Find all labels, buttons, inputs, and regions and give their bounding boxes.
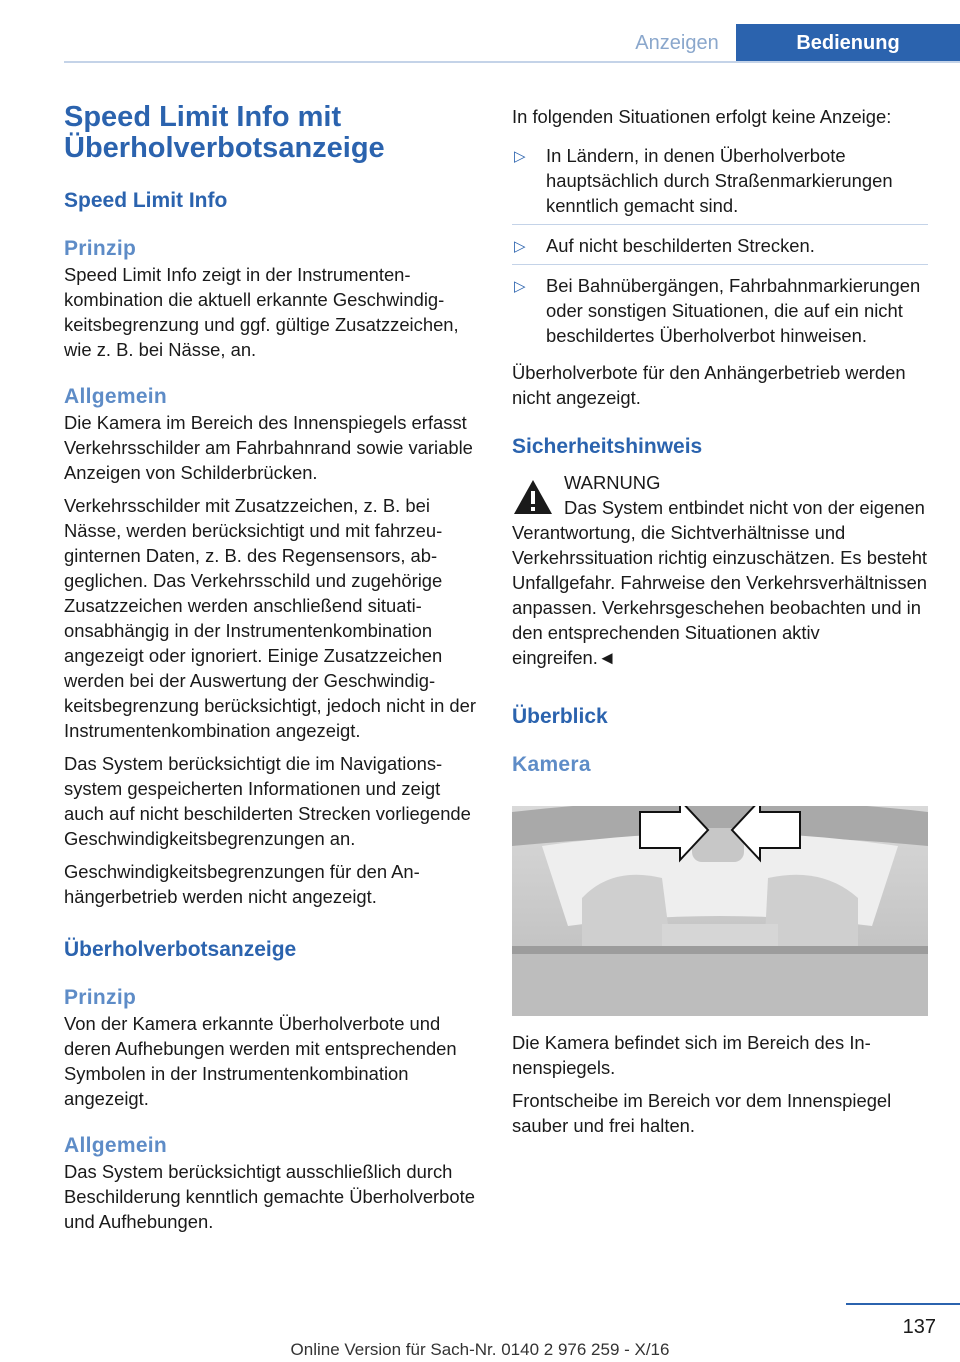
footer-divider (846, 1303, 960, 1305)
right-column (512, 96, 928, 1138)
bullet-list (512, 141, 928, 354)
camera-location-photo (512, 806, 928, 1016)
list-item (512, 271, 928, 354)
paragraph: Das System berücksichtigt die im Navigationssystem gespeicherten Informationen und zeigt auch auf nicht beschilderten Strecken vorliegende Geschwindigkeitsbegrenzungen an. (64, 753, 471, 849)
warning-label: WARNUNG (564, 472, 661, 493)
paragraph: Verkehrsschilder mit Zusatzzeichen, z. B. bei Nässe, werden berücksichtigt und mit fahrzeuginternen Daten, z. B. des Regensensors, abgeglichen. Das Verkehrsschild und zugehörige Zusatzzeichen werden anschließend situationsabhängig in der Instrumentenkombination angezeigt oder ignoriert. Einige Zusatzzeichen werden bei der Auswertung der Geschwindigkeitsbegrenzung berücksichtigt, jedoch nicht in der Instrumentenkombination angezeigt. (64, 495, 476, 741)
list-item-text: Auf nicht beschilderten Strecken. (546, 235, 815, 256)
subheading-prinzip: Prinzip (64, 986, 137, 1009)
paragraph: Die Kamera im Bereich des Innenspiegels erfasst Verkehrsschilder am Fahrbahnrand sowie variable Anzeigen von Schilderbrücken. (64, 412, 473, 483)
paragraph: Von der Kamera erkannte Überholverbote und deren Aufhebungen werden mit entsprechenden Symbolen in der Instrumentenkombination angezeigt. (64, 1013, 457, 1109)
list-item-text: In Ländern, in denen Überholverbote hauptsächlich durch Straßenmarkierungen kenntlich gemacht sind. (546, 145, 893, 216)
list-item-text: Bei Bahnübergängen, Fahrbahnmarkierungen oder sonstigen Situationen, die auf ein nicht beschildertes Überholverbot hinweisen. (546, 275, 921, 346)
triangle-bullet-icon: ▷ (514, 278, 526, 295)
paragraph: Überholverbote für den Anhängerbetrieb werden nicht angezeigt. (512, 362, 906, 408)
heading-speed-limit-info: Speed Limit Info (64, 189, 228, 212)
paragraph: Die Kamera befindet sich im Bereich des Innenspiegels. (512, 1032, 871, 1078)
page-title: Speed Limit Info mit Überholverbotsanzeige (64, 101, 385, 164)
paragraph: Geschwindigkeitsbegrenzungen für den Anhängerbetrieb werden nicht angezeigt. (64, 861, 420, 907)
heading-ueberblick: Überblick (512, 705, 608, 728)
warning-box (512, 470, 928, 495)
list-item (512, 141, 928, 225)
list-item (512, 231, 928, 265)
header-divider (64, 61, 960, 63)
warning-text: Das System entbindet nicht von der eigenen Verantwortung, die Sichtverhältnisse und Verkehrssituation richtig einzuschätzen. Es besteht Unfallgefahr. Fahrweise den Verkehrsverhältnissen anpassen. Verkehrsgeschehen beobachten und in den entsprechenden Situationen aktiv eingreifen.◄ (512, 497, 928, 668)
page-number: 137 (902, 1316, 936, 1338)
subheading-kamera: Kamera (512, 753, 591, 776)
paragraph: Speed Limit Info zeigt in der Instrumentenkombination die aktuell erkannte Geschwindigkeitsbegrenzung und ggf. gültige Zusatzzeichen, wie z. B. bei Nässe, an. (64, 264, 459, 360)
triangle-bullet-icon: ▷ (514, 238, 526, 255)
heading-sicherheitshinweis: Sicherheitshinweis (512, 435, 703, 458)
subheading-prinzip: Prinzip (64, 237, 137, 260)
tab-bedienung[interactable]: Bedienung (736, 24, 960, 62)
left-column (64, 96, 480, 1234)
tab-anzeigen[interactable]: Anzeigen (635, 32, 719, 54)
paragraph: Frontscheibe im Bereich vor dem Innenspiegel sauber und frei halten. (512, 1090, 892, 1136)
subheading-allgemein: Allgemein (64, 385, 168, 408)
paragraph: Das System berücksichtigt ausschließlich durch Beschilderung kenntlich gemachte Überholverbote und Aufhebungen. (64, 1161, 475, 1232)
subheading-allgemein: Allgemein (64, 1134, 168, 1157)
paragraph: In folgenden Situationen erfolgt keine Anzeige: (512, 106, 892, 127)
heading-ueberholverbotsanzeige: Überholverbotsanzeige (64, 938, 297, 961)
triangle-bullet-icon: ▷ (514, 148, 526, 165)
warning-triangle-icon (512, 478, 554, 521)
footer-note: Online Version für Sach-Nr. 0140 2 976 259 - X/16 (290, 1340, 670, 1359)
